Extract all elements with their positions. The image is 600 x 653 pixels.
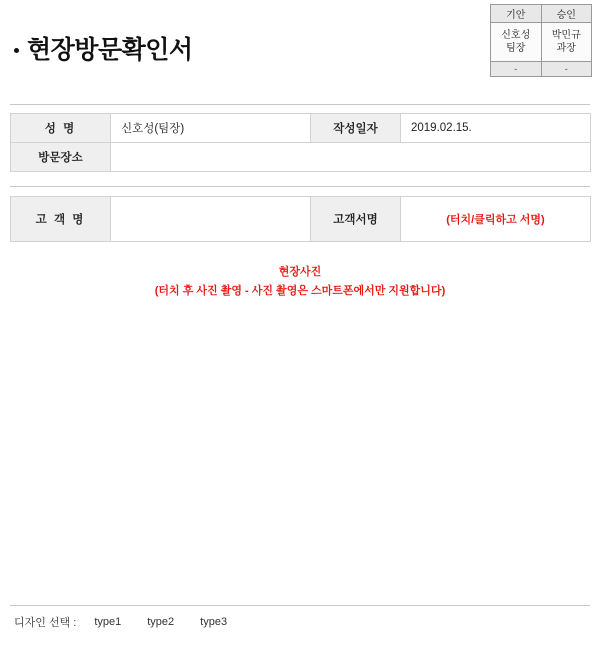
approval-name-approve — [541, 23, 592, 62]
approval-name-row — [491, 23, 592, 62]
approval-header-draft: 기안 — [491, 5, 542, 23]
approval-name-draft-person: 신호성 — [501, 29, 531, 41]
approval-name-approve-person: 박민규 — [551, 29, 581, 41]
design-picker-label: 디자인 선택 : — [14, 617, 77, 629]
photo-notice — [0, 263, 600, 300]
bullet-dot-icon — [14, 48, 19, 53]
photo-notice-text: (터치 후 사진 촬영 - 사진 촬영은 스마트폰에서만 지원합니다) — [154, 284, 446, 297]
approval-name-approve-rank: 과장 — [556, 43, 576, 54]
approval-date-approve: - — [541, 62, 592, 77]
photo-heading: 현장사진 — [278, 266, 322, 278]
design-option-type2[interactable]: type2 — [147, 616, 175, 628]
page-title — [14, 30, 193, 66]
label-written-date: 작성일자 — [311, 114, 401, 143]
design-option-type3[interactable]: type3 — [200, 616, 228, 628]
divider-below-info — [10, 186, 590, 187]
design-picker — [14, 614, 253, 630]
photo-capture-area[interactable] — [10, 305, 590, 605]
page-title-text: 현장방문확인서 — [27, 36, 193, 64]
approval-date-row — [491, 62, 592, 77]
visit-info-table — [10, 113, 591, 172]
divider-above-footer — [10, 605, 590, 606]
approval-name-draft-rank: 팀장 — [506, 43, 526, 54]
table-row — [11, 197, 591, 242]
design-option-type1[interactable]: type1 — [94, 616, 122, 628]
value-visit-place[interactable] — [111, 143, 591, 172]
approval-header-approve: 승인 — [541, 5, 592, 23]
signature-pad[interactable] — [401, 197, 591, 242]
approval-header-row — [491, 5, 592, 23]
value-name[interactable]: 신호성(팀장) — [111, 114, 311, 143]
approval-stamp-table — [490, 4, 592, 77]
signature-hint-text: (터치/클릭하고 서명) — [446, 214, 545, 226]
label-customer-signature: 고객서명 — [311, 197, 401, 242]
table-row — [11, 114, 591, 143]
label-name: 성 명 — [11, 114, 111, 143]
label-visit-place: 방문장소 — [11, 143, 111, 172]
approval-date-draft: - — [491, 62, 542, 77]
divider-above-info — [10, 104, 590, 105]
approval-name-draft — [491, 23, 542, 62]
customer-table — [10, 196, 591, 242]
table-row — [11, 143, 591, 172]
label-customer-name: 고 객 명 — [11, 197, 111, 242]
value-customer-name[interactable] — [111, 197, 311, 242]
value-written-date[interactable]: 2019.02.15. — [401, 114, 591, 143]
